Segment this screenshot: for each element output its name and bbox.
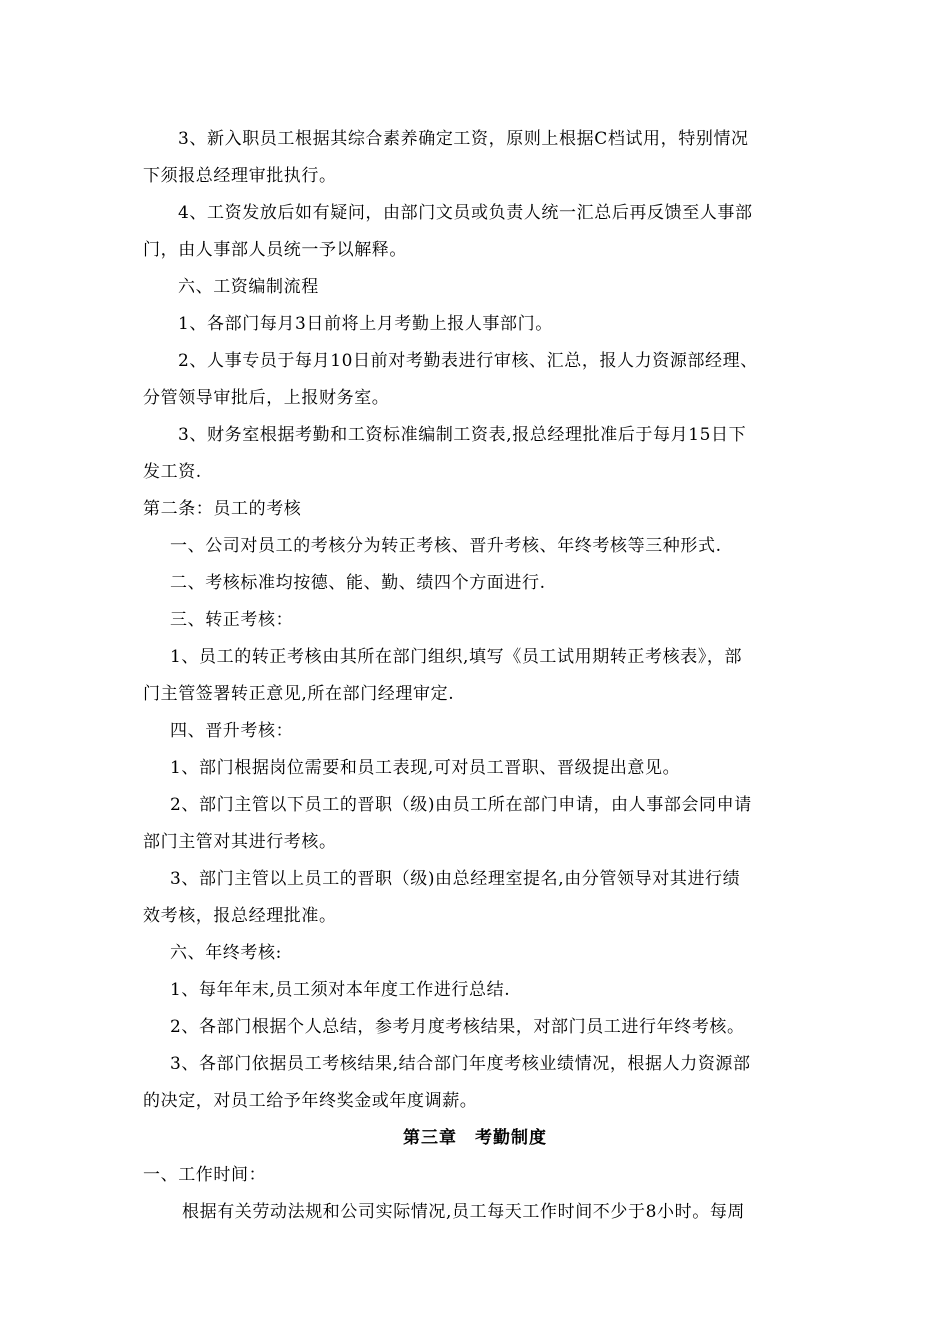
paragraph-line: 2、部门主管以下员工的晋职（级)由员工所在部门申请，由人事部会同申请: [170, 795, 752, 815]
paragraph-line: 部门主管对其进行考核。: [143, 832, 337, 852]
section-heading: 六、工资编制流程: [178, 277, 319, 297]
section-heading: 一、工作时间：: [143, 1165, 267, 1185]
section-heading: 四、晋升考核：: [170, 721, 294, 741]
paragraph-line: 发工资.: [143, 462, 202, 482]
paragraph-line: 根据有关劳动法规和公司实际情况,员工每天工作时间不少于8小时。每周: [182, 1202, 746, 1222]
paragraph-line: 1、每年年末,员工须对本年度工作进行总结.: [170, 980, 511, 1000]
paragraph-line: 一、公司对员工的考核分为转正考核、晋升考核、年终考核等三种形式.: [170, 536, 722, 556]
paragraph-line: 效考核，报总经理批准。: [143, 906, 337, 926]
paragraph-line: 下须报总经理审批执行。: [143, 166, 337, 186]
paragraph-line: 2、各部门根据个人总结，参考月度考核结果，对部门员工进行年终考核。: [170, 1017, 745, 1037]
paragraph-line: 二、考核标准均按德、能、勤、绩四个方面进行.: [170, 573, 546, 593]
paragraph-line: 2、人事专员于每月10日前对考勤表进行审核、汇总，报人力资源部经理、: [178, 351, 758, 371]
section-heading: 六、年终考核:: [170, 943, 282, 963]
paragraph-line: 1、部门根据岗位需要和员工表现,可对员工晋职、晋级提出意见。: [170, 758, 681, 778]
paragraph-line: 门，由人事部人员统一予以解释。: [143, 240, 407, 260]
chapter-heading: 第三章 考勤制度: [403, 1128, 547, 1148]
paragraph-line: 1、各部门每月3日前将上月考勤上报人事部门。: [178, 314, 553, 334]
paragraph-line: 1、员工的转正考核由其所在部门组织,填写《员工试用期转正考核表》，部: [170, 647, 743, 667]
paragraph-line: 分管领导审批后，上报财务室。: [143, 388, 390, 408]
paragraph-line: 3、财务室根据考勤和工资标准编制工资表,报总经理批准后于每月15日下: [178, 425, 747, 445]
section-heading: 三、转正考核：: [170, 610, 294, 630]
paragraph-line: 3、各部门依据员工考核结果,结合部门年度考核业绩情况，根据人力资源部: [170, 1054, 751, 1074]
paragraph-line: 门主管签署转正意见,所在部门经理审定.: [143, 684, 455, 704]
article-heading: 第二条：员工的考核: [143, 499, 302, 519]
paragraph-line: 3、部门主管以上员工的晋职（级)由总经理室提名,由分管领导对其进行绩: [170, 869, 741, 889]
paragraph-line: 4、工资发放后如有疑问，由部门文员或负责人统一汇总后再反馈至人事部: [178, 203, 753, 223]
paragraph-line: 3、新入职员工根据其综合素养确定工资，原则上根据C档试用，特别情况: [178, 129, 749, 149]
paragraph-line: 的决定，对员工给予年终奖金或年度调薪。: [143, 1091, 478, 1111]
